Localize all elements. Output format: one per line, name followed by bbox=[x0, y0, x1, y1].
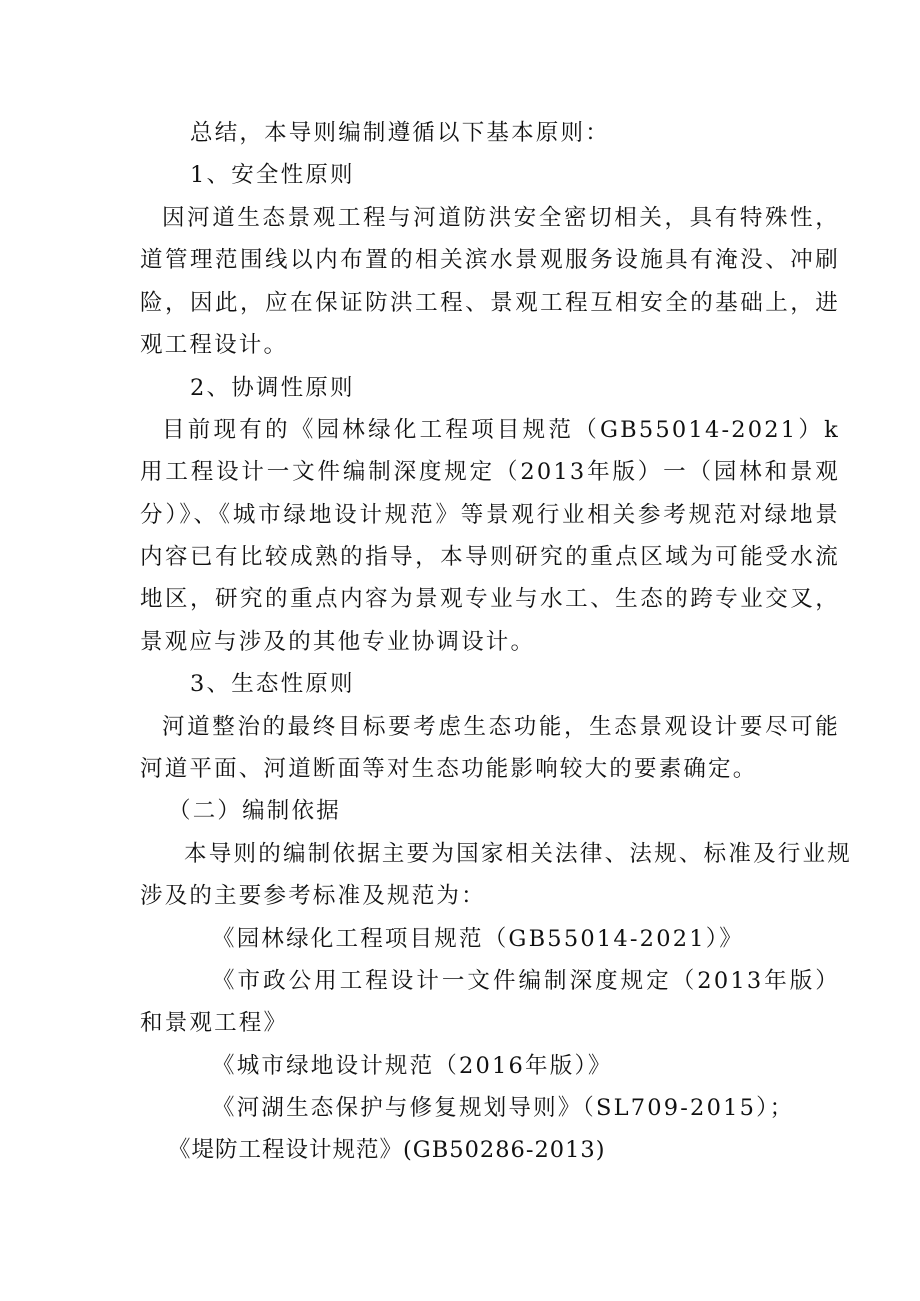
coordination-paragraph-line-6: 景观应与涉及的其他专业协调设计。 bbox=[140, 629, 536, 655]
coordination-paragraph-line-3: 分）》、《城市绿地设计规范》等景观行业相关参考规范对绿地景 bbox=[140, 502, 840, 528]
safety-paragraph-line-4: 观工程设计。 bbox=[140, 332, 289, 358]
basis-paragraph-line-1: 本导则的编制依据主要为国家相关法律、法规、标准及行业规 bbox=[184, 841, 852, 867]
heading-ecology-principle: 3、生态性原则 bbox=[190, 671, 355, 697]
heading-safety-principle: 1、安全性原则 bbox=[190, 162, 355, 188]
coordination-paragraph-line-4: 内容已有比较成熟的指导，本导则研究的重点区域为可能受水流 bbox=[140, 544, 840, 570]
reference-levee-design: 《堤防工程设计规范》(GB50286-2013) bbox=[168, 1137, 606, 1163]
safety-paragraph-line-1: 因河道生态景观工程与河道防洪安全密切相关，具有特殊性， bbox=[162, 205, 840, 231]
reference-municipal-design-line-1: 《市政公用工程设计一文件编制深度规定（2013年版） bbox=[212, 968, 840, 994]
coordination-paragraph-line-1: 目前现有的《园林绿化工程项目规范（GB55014-2021）k bbox=[162, 417, 840, 443]
safety-paragraph-line-2: 道管理范围线以内布置的相关滨水景观服务设施具有淹没、冲刷 bbox=[140, 247, 840, 273]
heading-compilation-basis: （二）编制依据 bbox=[168, 798, 341, 824]
heading-coordination-principle: 2、协调性原则 bbox=[190, 375, 355, 401]
reference-municipal-design-line-2: 和景观工程》 bbox=[140, 1010, 289, 1036]
summary-intro: 总结，本导则编制遵循以下基本原则： bbox=[190, 120, 610, 146]
reference-landscape-greening: 《园林绿化工程项目规范（GB55014-2021）》 bbox=[212, 926, 744, 952]
coordination-paragraph-line-2: 用工程设计一文件编制深度规定（2013年版）一（园林和景观 bbox=[140, 459, 840, 485]
reference-urban-green-space: 《城市绿地设计规范（2016年版）》 bbox=[212, 1053, 613, 1079]
ecology-paragraph-line-1: 河道整治的最终目标要考虑生态功能，生态景观设计要尽可能 bbox=[162, 714, 840, 740]
reference-river-lake-ecology: 《河湖生态保护与修复规划导则》（SL709-2015）； bbox=[212, 1095, 795, 1121]
basis-paragraph-line-2: 涉及的主要参考标准及规范为： bbox=[140, 883, 486, 909]
coordination-paragraph-line-5: 地区，研究的重点内容为景观专业与水工、生态的跨专业交叉， bbox=[140, 586, 840, 612]
ecology-paragraph-line-2: 河道平面、河道断面等对生态功能影响较大的要素确定。 bbox=[140, 756, 758, 782]
safety-paragraph-line-3: 险，因此，应在保证防洪工程、景观工程互相安全的基础上，进 bbox=[140, 290, 840, 316]
